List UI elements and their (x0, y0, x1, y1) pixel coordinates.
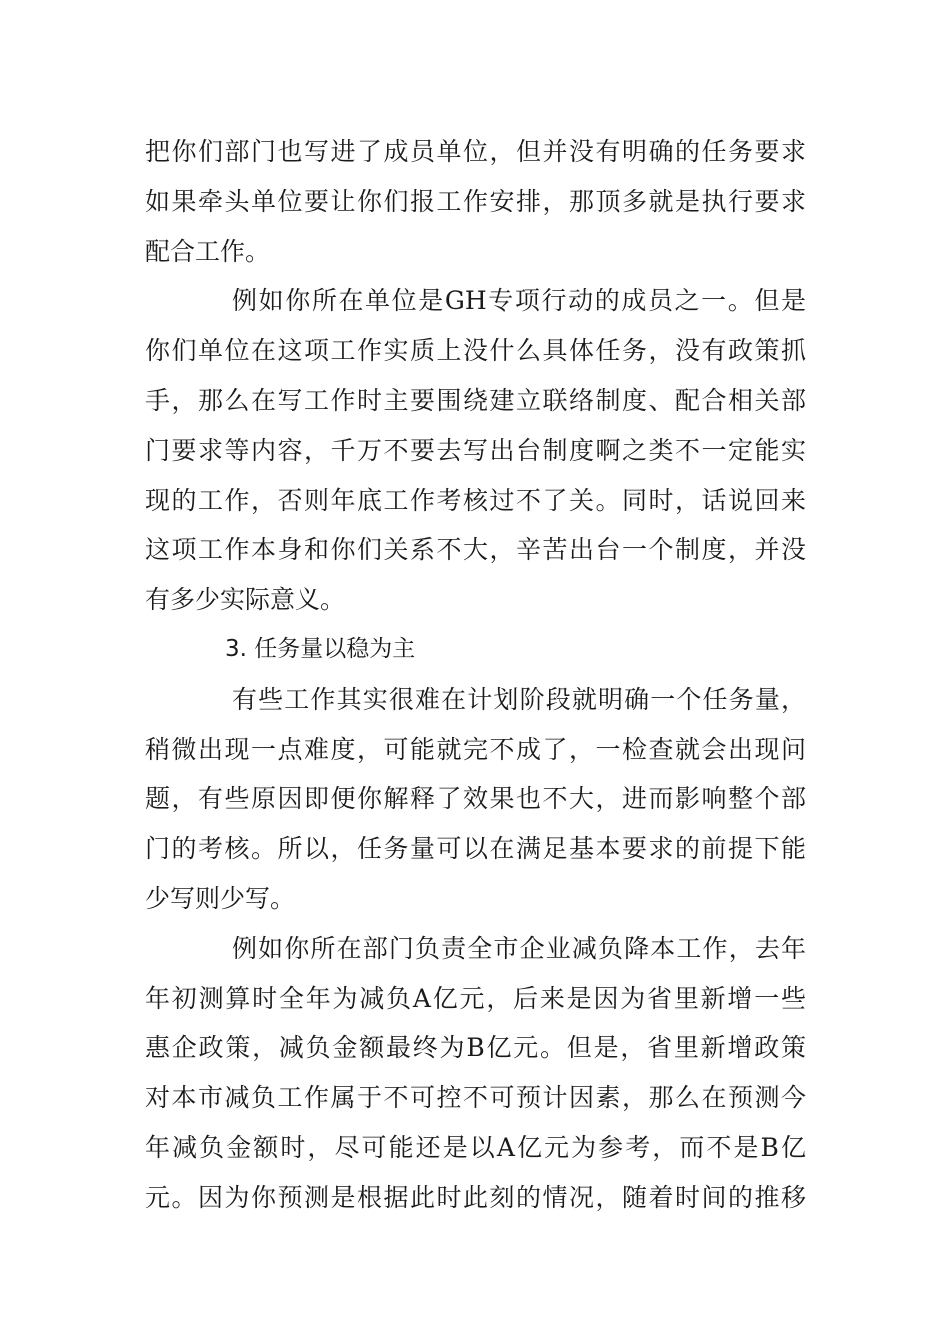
text-line: 这项工作本身和你们关系不大，辛苦出台一个制度，并没 (145, 535, 806, 565)
text-line: 元。因为你预测是根据此时此刻的情况，随着时间的推移 (145, 1182, 806, 1212)
text-line: 如果牵头单位要让你们报工作安排，那顶多就是执行要求 (145, 186, 806, 216)
paragraph (145, 924, 806, 1223)
text-line: 有些工作其实很难在计划阶段就明确一个任务量， (232, 684, 806, 714)
text-line: 少写则少写。 (145, 883, 296, 913)
text-line: 把你们部门也写进了成员单位，但并没有明确的任务要求 (145, 137, 806, 166)
text-line: 例如你所在部门负责全市企业减负降本工作，去年 (232, 933, 806, 963)
section-heading (145, 625, 806, 675)
text-line: 3. 任务量以稳为主 (225, 635, 416, 662)
text-line: 现的工作，否则年底工作考核过不了关。同时，话说回来 (145, 485, 806, 515)
text-line: 例如你所在单位是GH专项行动的成员之一。但是 (232, 286, 806, 316)
paragraph (145, 127, 806, 276)
document-page (145, 127, 806, 1223)
paragraph (145, 675, 806, 924)
text-line: 年初测算时全年为减负A亿元，后来是因为省里新增一些 (145, 983, 806, 1013)
text-line: 配合工作。 (145, 236, 271, 266)
text-line: 惠企政策，减负金额最终为B亿元。但是，省里新增政策 (145, 1033, 806, 1063)
text-line: 年减负金额时，尽可能还是以A亿元为参考，而不是B亿 (145, 1132, 806, 1162)
paragraph (145, 276, 806, 625)
text-line: 门的考核。所以，任务量可以在满足基本要求的前提下能 (145, 834, 806, 864)
text-line: 门要求等内容，千万不要去写出台制度啊之类不一定能实 (145, 435, 806, 465)
text-line: 题，有些原因即便你解释了效果也不大，进而影响整个部 (145, 784, 806, 814)
text-line: 手，那么在写工作时主要围绕建立联络制度、配合相关部 (145, 385, 806, 415)
text-line: 对本市减负工作属于不可控不可预计因素，那么在预测今 (145, 1083, 806, 1113)
text-line: 你们单位在这项工作实质上没什么具体任务，没有政策抓 (145, 336, 806, 366)
text-line: 稍微出现一点难度，可能就完不成了，一检查就会出现问 (145, 734, 806, 764)
text-line: 有多少实际意义。 (145, 585, 346, 615)
